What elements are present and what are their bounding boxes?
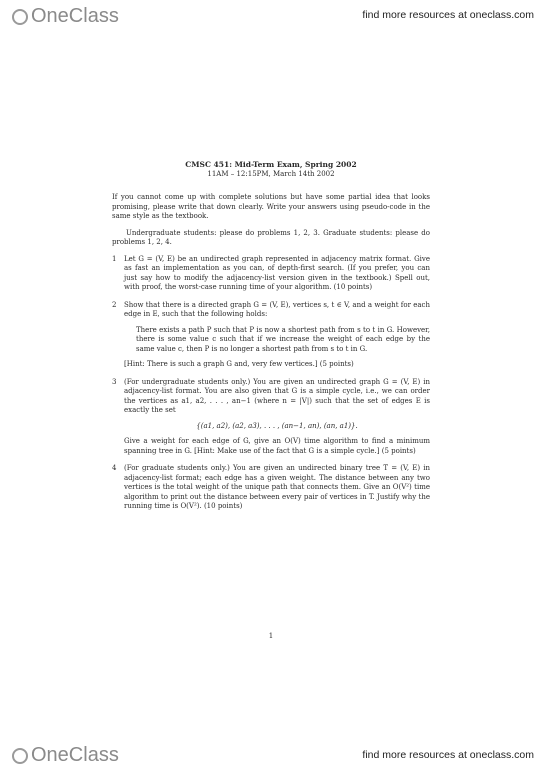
top-banner: [0, 0, 544, 34]
find-resources-link[interactable]: find more resources at oneclass.com: [362, 9, 534, 21]
logo-text: OneClass: [31, 5, 119, 27]
problem-number: 1: [112, 254, 117, 263]
logo-text: OneClass: [31, 744, 119, 766]
problem-number: 2: [112, 300, 117, 309]
page-number: 1: [268, 631, 274, 640]
problem-hint: [Hint: There is such a graph G and, very few vertices.] (5 points): [124, 360, 354, 368]
edge-set-formula: {(a1, a2), (a2, a3), . . . , (an−1, an), (an, a1)}.: [196, 421, 358, 430]
problem-continuation: Give a weight for each edge of G, give an O(V) time algorithm to find a minimum spanning tree in G. [Hint: Make use of the fact that G is a simple cycle.] (5 points): [124, 437, 430, 455]
problem-number: 3: [112, 377, 117, 386]
oneclass-logo-footer[interactable]: [12, 744, 119, 767]
find-resources-link-footer[interactable]: find more resources at oneclass.com: [362, 749, 534, 761]
problem-text: (For graduate students only.) You are given an undirected binary tree T = (V, E) in adjacency-list format; each edge has a given weight. The distance between any two vertices is the total weight of the unique path that connects them. Give an O(V²) time algorithm to print out the distance between every pair of vertices in T. Justify why the running time is O(V²). (10 points): [124, 464, 430, 510]
oneclass-logo[interactable]: [12, 5, 119, 28]
problem-text: Show that there is a directed graph G = (V, E), vertices s, t ∈ V, and a weight for each edge in E, such that the following holds:: [124, 300, 430, 318]
exam-subtitle: 11AM – 12:15PM, March 14th 2002: [207, 169, 335, 178]
exam-page: [112, 160, 430, 641]
problem-text: Let G = (V, E) be an undirected graph represented in adjacency matrix format. Give as fast an implementation as you can, of depth-first search. (If you prefer, you can just say how to modify the adjacency-list version given in the textbook.) Spell out, with proof, the worst-case running time of your algorithm. (10 points): [124, 254, 430, 291]
problem-1: [112, 255, 430, 293]
logo-circle-icon: [12, 748, 28, 764]
problem-2: [112, 301, 430, 370]
problem-text: (For undergraduate students only.) You are given an undirected graph G = (V, E) in adjacency-list format. You are also given that G is a simple cycle, i.e., we can order the vertices as a1, a2, . . . , an−1 (where n = |V|) such that the set of edges E is exactly the set: [124, 377, 430, 414]
logo-circle-icon: [12, 9, 28, 25]
intro-paragraph: If you cannot come up with complete solutions but have some partial idea that looks promising, please write that down clearly. Write your answers using pseudo-code in the same style as the textbook.: [112, 193, 430, 220]
instructions-paragraph: Undergraduate students: please do problems 1, 2, 3. Graduate students: please do problems 1, 2, 4.: [112, 228, 430, 246]
problem-3: [112, 378, 430, 457]
bottom-banner: [0, 740, 544, 770]
exam-title: CMSC 451: Mid-Term Exam, Spring 2002: [185, 160, 357, 169]
problem-number: 4: [112, 464, 117, 472]
problem-4: [112, 464, 430, 512]
problem-subcondition: There exists a path P such that P is now a shortest path from s to t in G. However, there is some value c such that if we increase the weight of each edge by the same value c, then P is no longer a shortest path from s to t in G.: [136, 325, 430, 353]
